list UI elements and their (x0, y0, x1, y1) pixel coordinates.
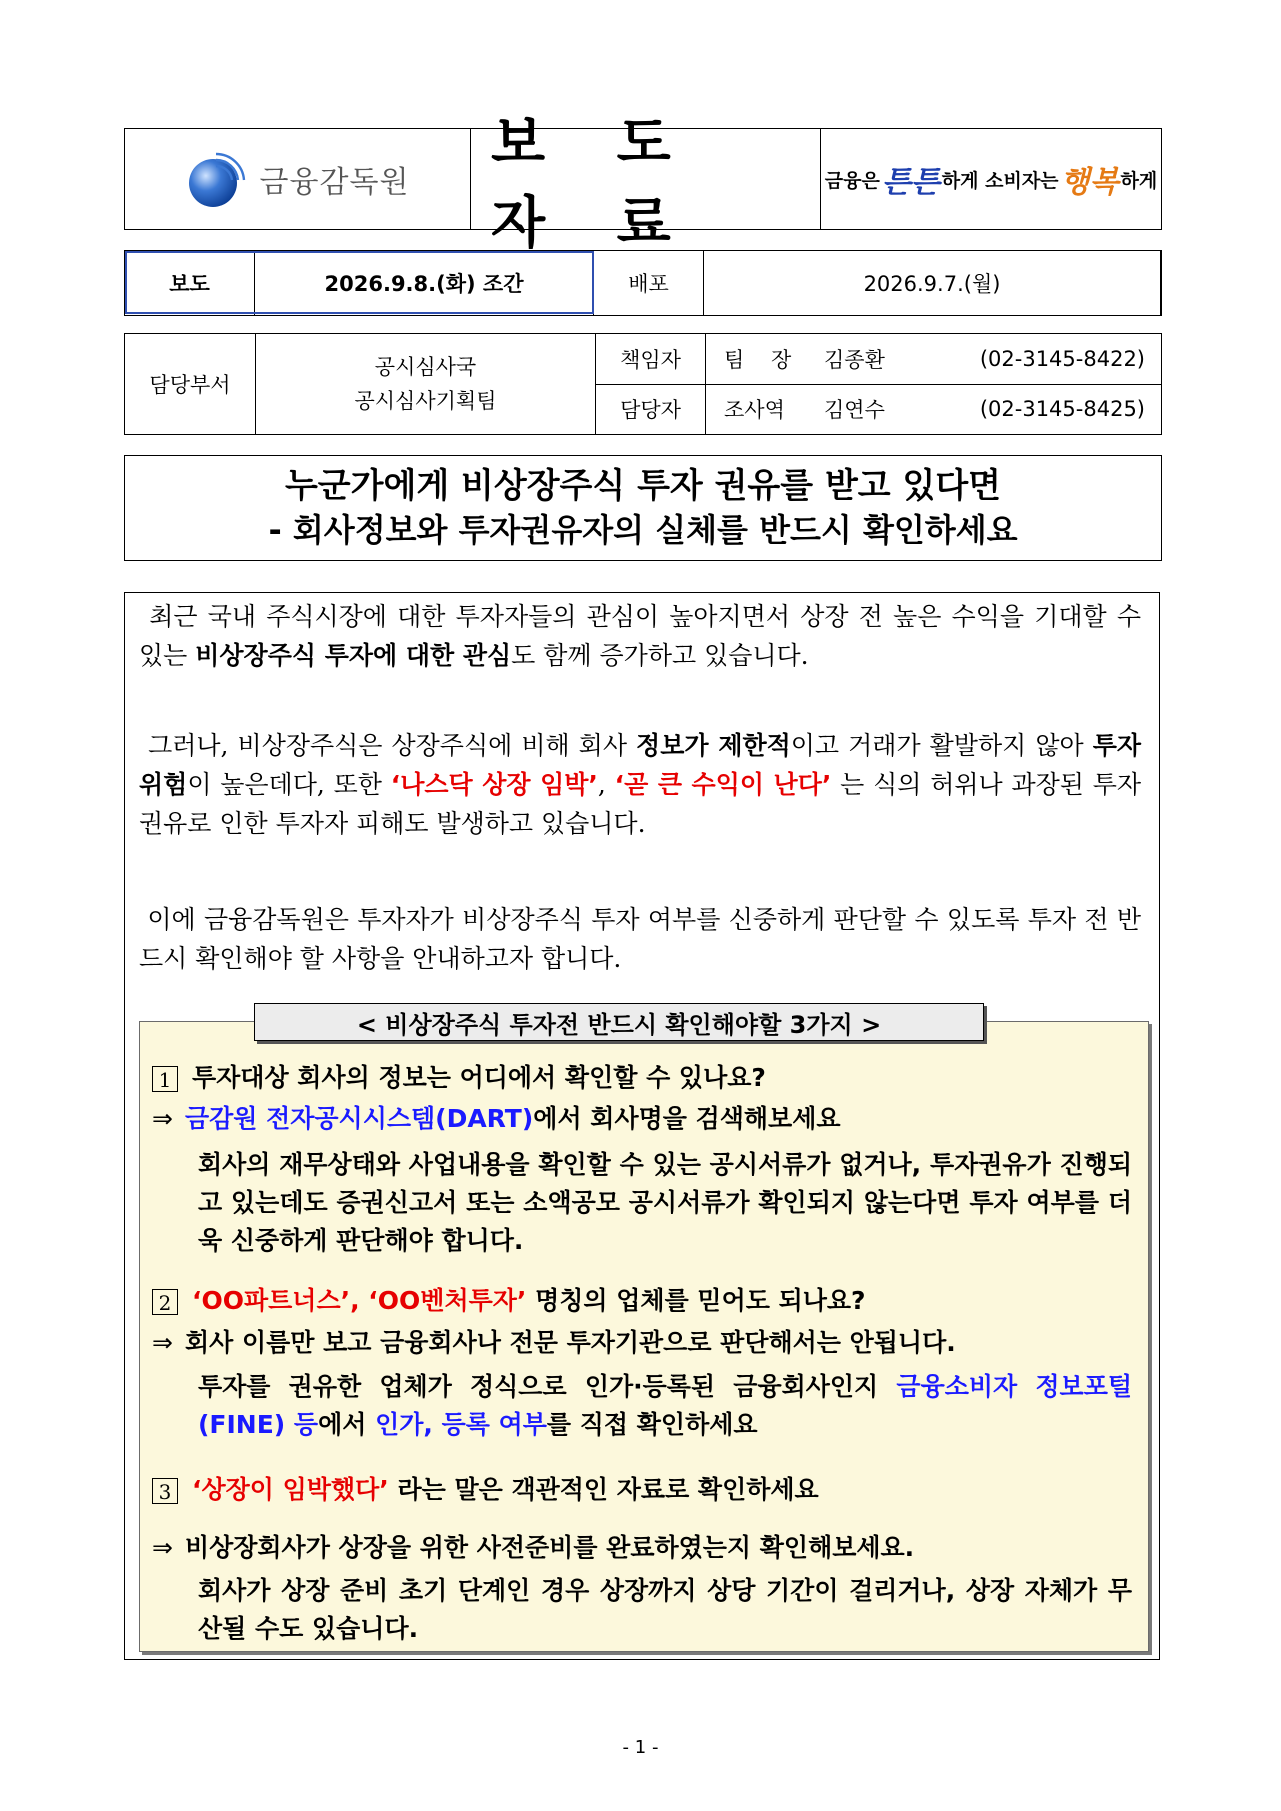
checklist-item-1-answer (152, 1099, 841, 1135)
checklist-item-1-question (152, 1058, 766, 1094)
answer-highlight: 금감원 전자공시시스템(DART) (184, 1104, 534, 1133)
p2-text-g: , (597, 770, 615, 799)
p2-text-a: 그러나, 비상장주식은 상장주식에 비해 회사 (148, 731, 637, 760)
item-number-box: 2 (152, 1289, 178, 1315)
p2-quote-profit: ‘곧 큰 수익이 난다’ (614, 770, 832, 799)
headline-main: 누군가에게 비상장주식 투자 권유를 받고 있다면 (284, 466, 1002, 506)
answer-text: 에서 회사명을 검색해보세요 (533, 1104, 841, 1133)
answer-text: 비상장회사가 상장을 위한 사전준비를 완료하였는지 확인해보세요. (184, 1533, 915, 1562)
checklist-item-3-question (152, 1470, 819, 1506)
arrow-icon: ⇒ (152, 1104, 173, 1133)
checklist-item-2-question (152, 1281, 866, 1317)
desc-highlight-fine: 금융소비자 정보포털(FINE) 등 (198, 1372, 1132, 1439)
desc-text-c: 에서 (318, 1410, 376, 1439)
contact-phone: (02-3145-8425) (979, 397, 1145, 422)
release-info-table (124, 250, 1162, 316)
contact-table (124, 333, 1162, 435)
checklist-item-3-answer (152, 1528, 914, 1564)
checklist-title: < 비상장주식 투자전 반드시 확인해야할 3가지 > (254, 1003, 984, 1041)
answer-text: 회사 이름만 보고 금융회사나 전문 투자기관으로 판단해서는 안됩니다. (184, 1328, 956, 1357)
slogan-mid: 하게 소비자는 (941, 169, 1059, 192)
item-number-box: 1 (152, 1066, 178, 1092)
fss-logo-icon (186, 148, 248, 210)
contact-name: 김종환 (824, 347, 885, 372)
desc-text-a: 투자를 권유한 업체가 정식으로 인가·등록된 금융회사인지 (198, 1372, 897, 1401)
contact-row-staff (596, 384, 1161, 435)
page-number: - 1 - (622, 1737, 659, 1758)
slogan-post: 하게 (1120, 169, 1158, 192)
slogan-happy: 행복 (1060, 165, 1119, 200)
desc-highlight-registration: 인가, 등록 여부 (375, 1410, 547, 1439)
doc-type-title: 보 도 자 료 (471, 129, 821, 229)
body-box (124, 592, 1160, 1660)
p2-highlight-info: 정보가 제한적 (636, 731, 791, 760)
item-number-box: 3 (152, 1478, 178, 1504)
checklist-item-3-desc: 회사가 상장 준비 초기 단계인 경우 상장까지 상당 기간이 걸리거나, 상장 자체가 무산될 수도 있습니다. (198, 1576, 1132, 1643)
question-text: 라는 말은 객관적인 자료로 확인하세요 (388, 1475, 819, 1504)
fss-logo-block (125, 129, 471, 229)
checklist-item-1-desc: 회사의 재무상태와 사업내용을 확인할 수 있는 공시서류가 없거나, 투자권유가 진행되고 있는데도 증권신고서 또는 소액공모 공시서류가 확인되지 않는다면 투자 여부를 더욱 신중하게 판단해야 합니다. (198, 1150, 1132, 1255)
desc-text-e: 를 직접 확인하세요 (546, 1410, 758, 1439)
contact-role: 담당자 (596, 385, 706, 435)
p2-text-e: 이 높은데다, 또한 (187, 770, 391, 799)
dept-line1: 공시심사국 (374, 355, 477, 379)
question-text: 투자대상 회사의 정보는 어디에서 확인할 수 있나요? (192, 1063, 766, 1092)
contact-phone: (02-3145-8422) (979, 346, 1145, 371)
contact-row-manager (596, 334, 1161, 384)
slogan-pre: 금융은 (824, 169, 880, 192)
paragraph-purpose (139, 900, 1141, 978)
p2-quote-nasdaq: ‘나스닥 상장 임박’ (390, 770, 598, 799)
contact-role: 책임자 (596, 334, 706, 384)
contact-rows (596, 334, 1161, 434)
paragraph-intro (139, 597, 1141, 675)
release-date: 2026.9.8.(화) 조간 (255, 251, 594, 315)
org-name: 금융감독원 (259, 165, 410, 200)
contact-position: 조사역 (724, 398, 785, 423)
arrow-icon: ⇒ (152, 1533, 173, 1562)
p1-text-a: 최근 국내 주식시장에 대한 투자자들의 관심이 높아지면서 상장 전 높은 수익을 기대할 수 있는 (139, 602, 1141, 670)
checklist-item-2-desc (198, 1368, 1132, 1444)
headline-sub: - 회사정보와 투자권유자의 실체를 반드시 확인하세요 (268, 511, 1018, 549)
slogan-strong: 튼튼 (881, 165, 940, 200)
slogan (821, 129, 1161, 229)
distribution-label: 배포 (594, 251, 704, 315)
press-release-header (124, 110, 1162, 256)
checklist-item-2-answer (152, 1323, 956, 1359)
p2-text-i: 는 식의 허위나 과장된 투자권유로 인한 투자자 피해도 발생하고 있습니다. (139, 770, 1142, 838)
p3-text: 이에 금융감독원은 투자자가 비상장주식 투자 여부를 신중하게 판단할 수 있도록 투자 전 반드시 확인해야 할 사항을 안내하고자 합니다. (139, 905, 1141, 973)
arrow-icon: ⇒ (152, 1328, 173, 1357)
paragraph-risk (139, 726, 1141, 843)
headline-box (124, 455, 1162, 561)
contact-name: 김연수 (824, 398, 885, 423)
p1-highlight: 비상장주식 투자에 대한 관심 (195, 641, 512, 670)
question-highlight: ‘상장이 임박했다’ (192, 1475, 389, 1504)
dept-name (256, 334, 596, 434)
release-label: 보도 (125, 251, 255, 315)
p2-highlight-risk: 투자위험 (139, 731, 1141, 799)
p2-text-c: 이고 거래가 활발하지 않아 (790, 731, 1093, 760)
question-highlight: ‘OO파트너스’, ‘OO벤처투자’ (192, 1286, 527, 1315)
dept-line2: 공시심사기획팀 (354, 389, 497, 413)
distribution-date: 2026.9.7.(월) (704, 251, 1161, 315)
checklist-box (139, 1010, 1149, 1652)
dept-label: 담당부서 (125, 334, 256, 434)
question-text: 명칭의 업체를 믿어도 되나요? (526, 1286, 866, 1315)
contact-position: 팀 장 (724, 347, 792, 372)
p1-text-c: 도 함께 증가하고 있습니다. (511, 641, 809, 670)
